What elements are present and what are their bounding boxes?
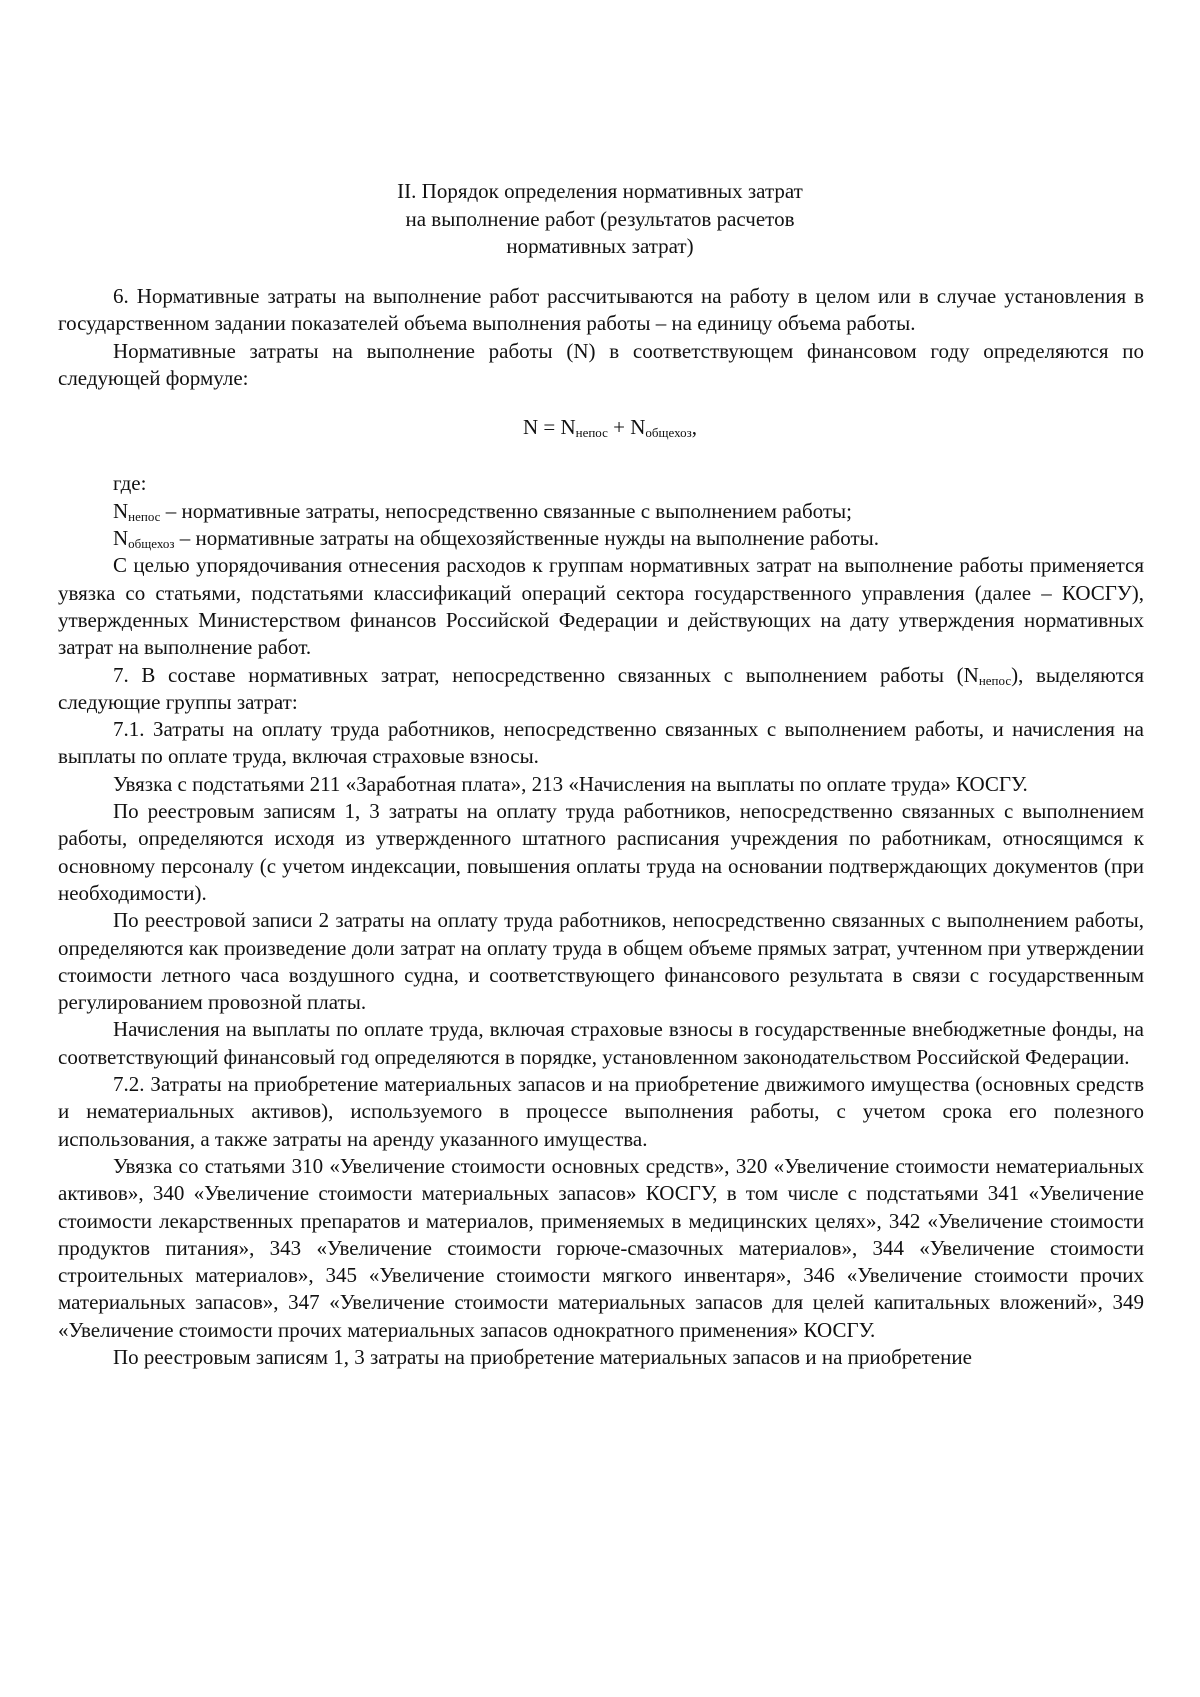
formula-tail: , [691, 415, 698, 440]
paragraph-7-1-link: Увязка с подстатьями 211 «Заработная плата», 213 «Начисления на выплаты по оплате труда» КОСГУ. [113, 771, 1028, 796]
definition-obsh-sub: общехоз [128, 536, 175, 552]
paragraph-7-2-link: Увязка со статьями 310 «Увеличение стоимости основных средств», 320 «Увеличение стоимости нематериальных активов», 340 «Увеличение стоимости материальных запасов» КОСГУ, в том числе с подстатьями 341 «Увеличение стоимости лекарственных препаратов и материалов, применяемых в медицинских целях», 342 «Увеличение стоимости продуктов питания», 343 «Увеличение стоимости горюче-смазочных материалов», 344 «Увеличение стоимости строительных материалов», 345 «Увеличение стоимости мягкого инвентаря», 346 «Увеличение стоимости прочих материальных запасов», 347 «Увеличение стоимости материальных запасов для целей капитальных вложений», 349 «Увеличение стоимости прочих материальных запасов однократного применения» КОСГУ. [58, 1153, 1144, 1342]
paragraph-7-1-registry-1-3: По реестровым записям 1, 3 затраты на оплату труда работников, непосредственно связанных с выполнением работы, определяются исходя из утвержденного штатного расписания учреждения по работникам, относящимся к основному персоналу (с учетом индексации, повышения оплаты труда на основании подтверждающих документов (при необходимости). [58, 799, 1144, 905]
definition-nepos-symbol: N [113, 498, 129, 523]
paragraph-7-before: 7. В составе нормативных затрат, непосредственно связанных с выполнением работы (N [113, 662, 979, 687]
section-title-line-3: нормативных затрат) [506, 234, 694, 258]
definition-obsh-symbol: N [113, 526, 129, 551]
definition-nepos-text: – нормативные затраты, непосредственно связанные с выполнением работы; [160, 498, 852, 523]
paragraph-7 [58, 662, 1144, 717]
paragraph-7-sub: непос [978, 672, 1012, 688]
definition-obsh [58, 525, 1144, 552]
formula-sub-obsh: общехоз [645, 425, 692, 441]
formula-sub-nepos: непос [575, 425, 608, 441]
where-label: где: [113, 471, 147, 496]
paragraph-kosgu: С целью упорядочивания отнесения расходов к группам нормативных затрат на выполнение работы применяется увязка со статьями, подстатьями классификаций операций сектора государственного управления (далее – КОСГУ), утвержденных Министерством финансов Российской Федерации и действующих на дату утверждения нормативных затрат на выполнение работ. [58, 553, 1144, 660]
section-title-line-1: II. Порядок определения нормативных затрат [397, 179, 803, 203]
section-title-line-2: на выполнение работ (результатов расчетов [405, 206, 795, 231]
paragraph-7-1-insurance: Начисления на выплаты по оплате труда, включая страховые взносы в государственные внебюджетные фонды, на соответствующий финансовый год определяются в порядке, установленном законодательством Российской Федерации. [58, 1017, 1144, 1069]
paragraph-7-after: ), выделяются следующие группы затрат: [58, 662, 1144, 714]
document-body [58, 283, 1144, 1371]
paragraph-formula-intro: Нормативные затраты на выполнение работы (N) в соответствующем финансовом году определяются по следующей формуле: [58, 338, 1144, 390]
paragraph-7-2-registry-1-3: По реестровым записям 1, 3 затраты на приобретение материальных запасов и на приобретение [113, 1344, 972, 1369]
definition-obsh-text: – нормативные затраты на общехозяйственные нужды на выполнение работы. [174, 526, 879, 551]
paragraph-7-1-registry-2: По реестровой записи 2 затраты на оплату труда работников, непосредственно связанных с выполнением работы, определяются как произведение доли затрат на оплату труда в общем объеме прямых затрат, учтенном при утверждении стоимости летного часа воздушного судна, и соответствующего финансового результата в связи с государственным регулированием провозной платы. [58, 908, 1144, 1015]
paragraph-6: 6. Нормативные затраты на выполнение работ рассчитываются на работу в целом или в случае установления в государственном задании показателей объема выполнения работы – на единицу объема работы. [58, 284, 1144, 336]
paragraph-7-2: 7.2. Затраты на приобретение материальных запасов и на приобретение движимого имущества (основных средств и нематериальных активов), используемого в процессе выполнения работы, с учетом срока его полезного использования, а также затраты на аренду указанного имущества. [58, 1072, 1144, 1151]
paragraph-7-1: 7.1. Затраты на оплату труда работников, непосредственно связанных с выполнением работы, и начисления на выплаты по оплате труда, включая страховые взносы. [58, 717, 1144, 769]
formula [58, 414, 1144, 441]
definition-nepos [58, 498, 1144, 525]
definition-nepos-sub: непос [128, 508, 161, 524]
formula-lhs: N = N [522, 415, 576, 440]
section-title [0, 178, 1200, 261]
formula-plus: + N [607, 415, 646, 440]
